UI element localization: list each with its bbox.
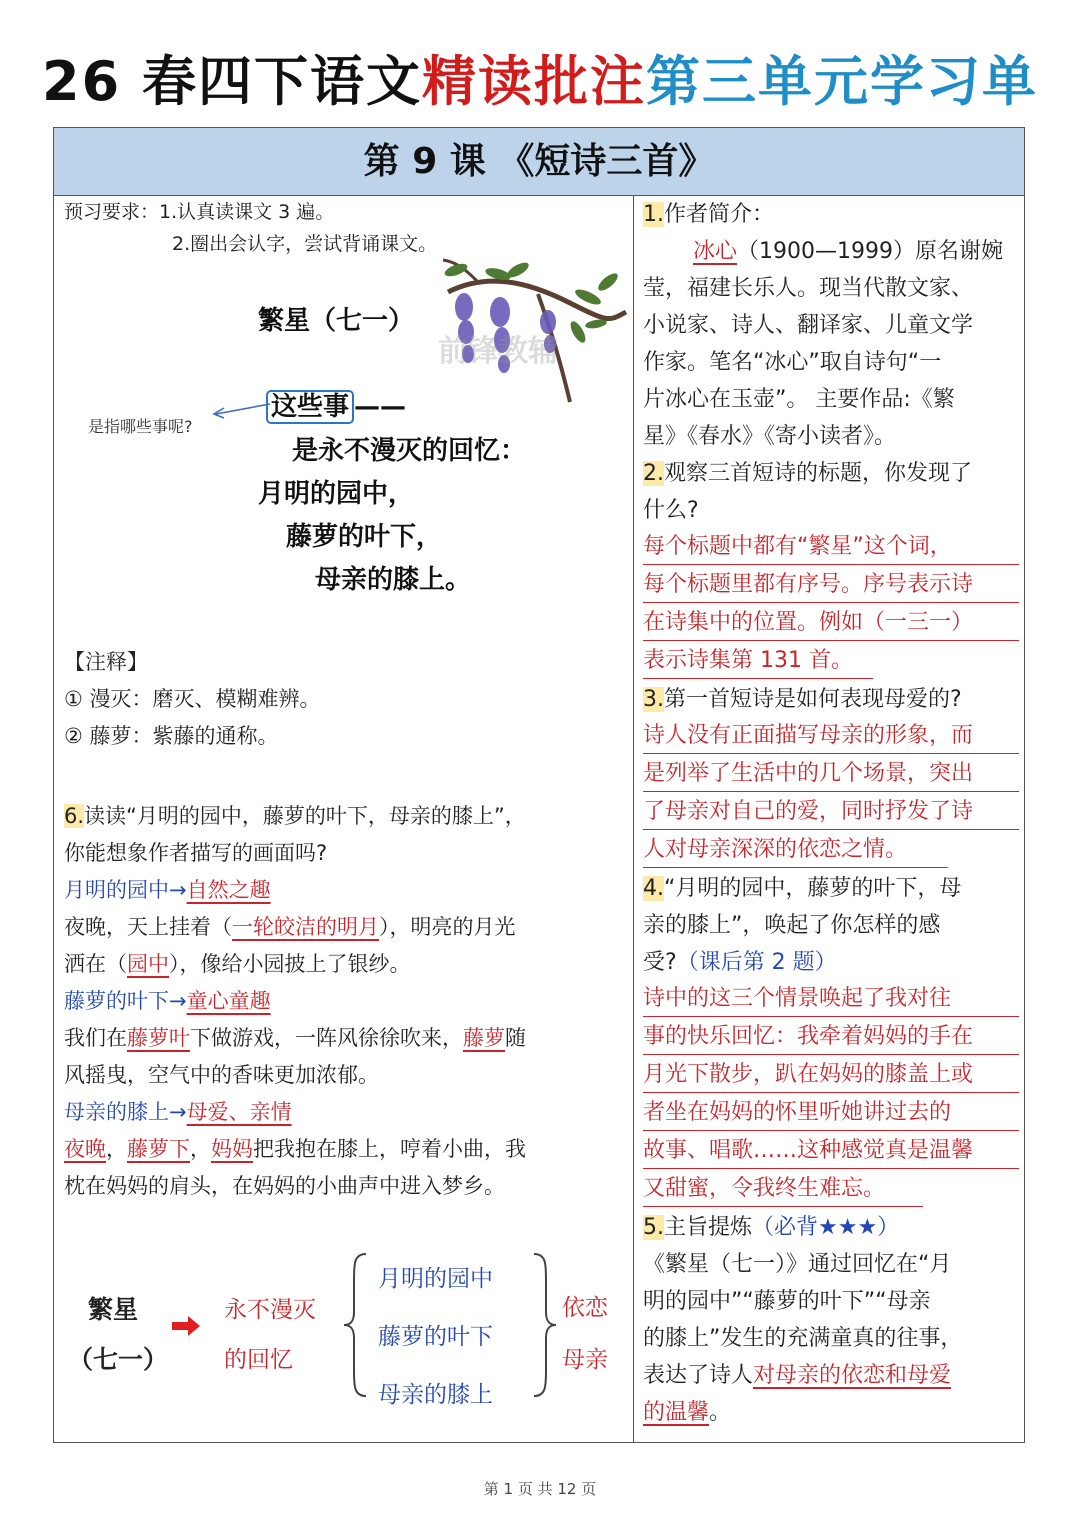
q1-line-4: 作家。笔名“冰心”取自诗句“一 bbox=[643, 350, 942, 375]
q2-answer-4: 表示诗集第 131 首。 bbox=[643, 643, 873, 679]
q2-answer-2: 每个标题里都有序号。序号表示诗 bbox=[643, 567, 1019, 603]
mindmap-right-2: 母亲 bbox=[562, 1347, 608, 1373]
q4-line-1 bbox=[643, 870, 1019, 907]
q4-source-note: （课后第 2 题） bbox=[676, 950, 837, 975]
q6-number: 6. bbox=[64, 804, 85, 828]
q1-head bbox=[643, 196, 1019, 233]
text-span: ），明亮的月光 bbox=[379, 915, 516, 939]
poem-line-5: 母亲的膝上。 bbox=[315, 565, 472, 595]
preview-req-2: 2.圈出会认字，尝试背诵课文。 bbox=[172, 233, 438, 255]
q1-line-5: 片冰心在玉壶”。 主要作品:《繁 bbox=[643, 387, 955, 412]
text-span: 主旨提炼 bbox=[664, 1215, 753, 1240]
notes-header: 【注释】 bbox=[64, 650, 148, 674]
preview-label: 预习要求： bbox=[64, 201, 160, 223]
q6-scene-1-answer-2 bbox=[64, 946, 411, 983]
text-span: 。 bbox=[709, 1400, 732, 1425]
q2-line-1 bbox=[643, 455, 1019, 492]
answer-highlight: 夜晚 bbox=[64, 1137, 106, 1161]
q4-answer-5: 故事、唱歌……这种感觉真是温馨 bbox=[643, 1133, 1019, 1169]
poem-dash: —— bbox=[354, 392, 407, 422]
q6-scene-3-answer-2: 枕在妈妈的肩头，在妈妈的小曲声中进入梦乡。 bbox=[64, 1174, 505, 1198]
q6-scene-1-head bbox=[64, 872, 271, 909]
mindmap-mid-2: 的回忆 bbox=[224, 1347, 293, 1373]
watermark: 前锋教辅 bbox=[438, 334, 558, 369]
theme-highlight: 的温馨 bbox=[643, 1400, 710, 1425]
text-span: 把我抱在膝上，哼着小曲，我 bbox=[253, 1137, 526, 1161]
q4-number: 4. bbox=[643, 876, 664, 901]
q1-label: 作者简介： bbox=[664, 202, 775, 227]
text-span: 表达了诗人 bbox=[643, 1363, 754, 1388]
right-column bbox=[643, 196, 1019, 1431]
text-span: ， bbox=[190, 1137, 211, 1161]
q6-scene-2-head bbox=[64, 983, 271, 1020]
q3-answer-1: 诗人没有正面描写母亲的形象，而 bbox=[643, 718, 1019, 754]
q3-line-1 bbox=[643, 681, 1019, 718]
q1-number: 1. bbox=[643, 202, 664, 227]
text-span: 受? bbox=[643, 950, 677, 975]
text-span: 随 bbox=[505, 1026, 526, 1050]
q5-line-6 bbox=[643, 1394, 1019, 1431]
answer-highlight: 藤萝 bbox=[463, 1026, 505, 1050]
page-footer: 第 1 页 共 12 页 bbox=[483, 1480, 597, 1498]
q6-scene-2-answer-1 bbox=[64, 1020, 526, 1057]
poem-annotation: 是指哪些事呢? bbox=[88, 417, 193, 436]
q5-line-5 bbox=[643, 1357, 1019, 1394]
must-memorize-note: （必背★★★） bbox=[752, 1215, 900, 1240]
text-span: 夜晚，天上挂着（ bbox=[64, 915, 232, 939]
boxed-word: 这些事 bbox=[266, 390, 354, 424]
text-span: 我们在 bbox=[64, 1026, 127, 1050]
q2-number: 2. bbox=[643, 461, 664, 486]
scene-1-tag: 自然之趣 bbox=[186, 878, 271, 902]
mindmap-item-1: 月明的园中 bbox=[378, 1266, 493, 1292]
q1-line-3: 小说家、诗人、翻译家、儿童文学 bbox=[643, 313, 974, 338]
q5-line-1 bbox=[643, 1209, 1019, 1246]
q1-line-2: 莹，福建长乐人。现当代散文家、 bbox=[643, 276, 974, 301]
q4-answer-3: 月光下散步，趴在妈妈的膝盖上或 bbox=[643, 1057, 1019, 1093]
text-span: ），像给小园披上了银纱。 bbox=[169, 952, 411, 976]
q6-scene-3-answer-1 bbox=[64, 1131, 526, 1168]
q4-answer-6: 又甜蜜，令我终生难忘。 bbox=[643, 1171, 923, 1207]
q6-scene-1-answer-1 bbox=[64, 909, 516, 946]
poem-line-3: 月明的园中， bbox=[258, 479, 415, 509]
mindmap-mid-1: 永不漫灭 bbox=[224, 1297, 316, 1323]
poem-line-1 bbox=[266, 386, 406, 429]
right-brace-icon bbox=[530, 1250, 560, 1400]
q5-line-3: 明的园中”“藤萝的叶下”“母亲 bbox=[643, 1289, 931, 1314]
left-brace-icon bbox=[340, 1250, 370, 1400]
title-part-grade: 26 春四下语文 bbox=[42, 50, 422, 113]
q4-answer-4: 者坐在妈妈的怀里听她讲过去的 bbox=[643, 1095, 1019, 1131]
poem-line-4: 藤萝的叶下， bbox=[286, 522, 443, 552]
text-span: 下做游戏，一阵风徐徐吹来， bbox=[190, 1026, 463, 1050]
theme-highlight: 对母亲的依恋和母爱 bbox=[753, 1363, 952, 1388]
scene-2-tag: 童心童趣 bbox=[186, 989, 271, 1013]
page-title bbox=[0, 50, 1080, 114]
title-part-unit: 第三单元学习单 bbox=[645, 50, 1038, 113]
answer-highlight: 藤萝叶 bbox=[127, 1026, 190, 1050]
q2-line-2: 什么? bbox=[643, 498, 699, 523]
poem-title: 繁星（七一） bbox=[258, 306, 415, 336]
title-part-method: 精读批注 bbox=[421, 50, 646, 113]
lesson-title: 第 9 课 《短诗三首》 bbox=[54, 128, 1024, 196]
q6-text-1: 读读“月明的园中，藤萝的叶下，母亲的膝上”， bbox=[84, 804, 526, 828]
scene-3-title: 母亲的膝上→ bbox=[64, 1100, 187, 1124]
q4-line-3 bbox=[643, 944, 1019, 981]
poem-line-2: 是永不漫灭的回忆： bbox=[292, 436, 527, 466]
q4-answer-2: 事的快乐回忆：我牵着妈妈的手在 bbox=[643, 1019, 1019, 1055]
q4-answer-1: 诗中的这三个情景唤起了我对往 bbox=[643, 981, 1019, 1017]
text-span: “月明的园中，藤萝的叶下，母 bbox=[664, 876, 962, 901]
q2-answer-3: 在诗集中的位置。例如（一三一） bbox=[643, 605, 1019, 641]
answer-blank: 一轮皎洁的明月 bbox=[232, 915, 379, 939]
q5-line-2: 《繁星（七一）》通过回忆在“月 bbox=[643, 1252, 952, 1277]
q1-line-6: 星》《春水》《寄小读者》。 bbox=[643, 424, 897, 449]
answer-highlight: 藤萝下 bbox=[127, 1137, 190, 1161]
mindmap-item-3: 母亲的膝上 bbox=[378, 1382, 493, 1408]
text-span: 洒在（ bbox=[64, 952, 127, 976]
q3-answer-3: 了母亲对自己的爱，同时抒发了诗 bbox=[643, 794, 1019, 830]
mindmap-right-1: 依恋 bbox=[562, 1295, 608, 1321]
text-span: 第一首短诗是如何表现母爱的? bbox=[664, 687, 962, 712]
q6-line-2: 你能想象作者描写的画面吗? bbox=[64, 841, 328, 865]
text-span: ， bbox=[106, 1137, 127, 1161]
mindmap-center-1: 繁星 bbox=[88, 1295, 139, 1324]
q6-scene-3-head bbox=[64, 1094, 292, 1131]
q2-answer-1: 每个标题中都有“繁星”这个词， bbox=[643, 529, 1019, 565]
column-divider bbox=[633, 195, 634, 1442]
q6-scene-2-answer-2: 风摇曳，空气中的香味更加浓郁。 bbox=[64, 1063, 379, 1087]
q3-number: 3. bbox=[643, 687, 664, 712]
q5-line-4: 的膝上”发生的充满童真的往事， bbox=[643, 1326, 963, 1351]
right-arrow-icon bbox=[170, 1314, 202, 1338]
text-span: （1900—1999）原名谢婉 bbox=[737, 239, 1003, 264]
note-1: ① 漫灭：磨灭、模糊难辨。 bbox=[64, 687, 321, 711]
q6-line-1 bbox=[64, 798, 526, 835]
q3-answer-4: 人对母亲深深的依恋之情。 bbox=[643, 832, 948, 868]
q5-number: 5. bbox=[643, 1215, 664, 1240]
mindmap-item-2: 藤萝的叶下 bbox=[378, 1324, 493, 1350]
mindmap-center-2: （七一） bbox=[68, 1345, 169, 1374]
text-span: 观察三首短诗的标题，你发现了 bbox=[664, 461, 973, 486]
answer-highlight: 妈妈 bbox=[211, 1137, 253, 1161]
scene-3-tag: 母爱、亲情 bbox=[186, 1100, 292, 1124]
q4-line-2: 亲的膝上”，唤起了你怎样的感 bbox=[643, 913, 941, 938]
scene-1-title: 月明的园中→ bbox=[64, 878, 187, 902]
answer-blank: 园中 bbox=[127, 952, 169, 976]
annotation-arrow-icon bbox=[210, 398, 272, 420]
author-name: 冰心 bbox=[693, 239, 738, 264]
q1-line-1 bbox=[643, 233, 1019, 270]
preview-req-1: 1.认真读课文 3 遍。 bbox=[159, 201, 335, 223]
scene-2-title: 藤萝的叶下→ bbox=[64, 989, 187, 1013]
q3-answer-2: 是列举了生活中的几个场景，突出 bbox=[643, 756, 1019, 792]
note-2: ② 藤萝：紫藤的通称。 bbox=[64, 724, 279, 748]
